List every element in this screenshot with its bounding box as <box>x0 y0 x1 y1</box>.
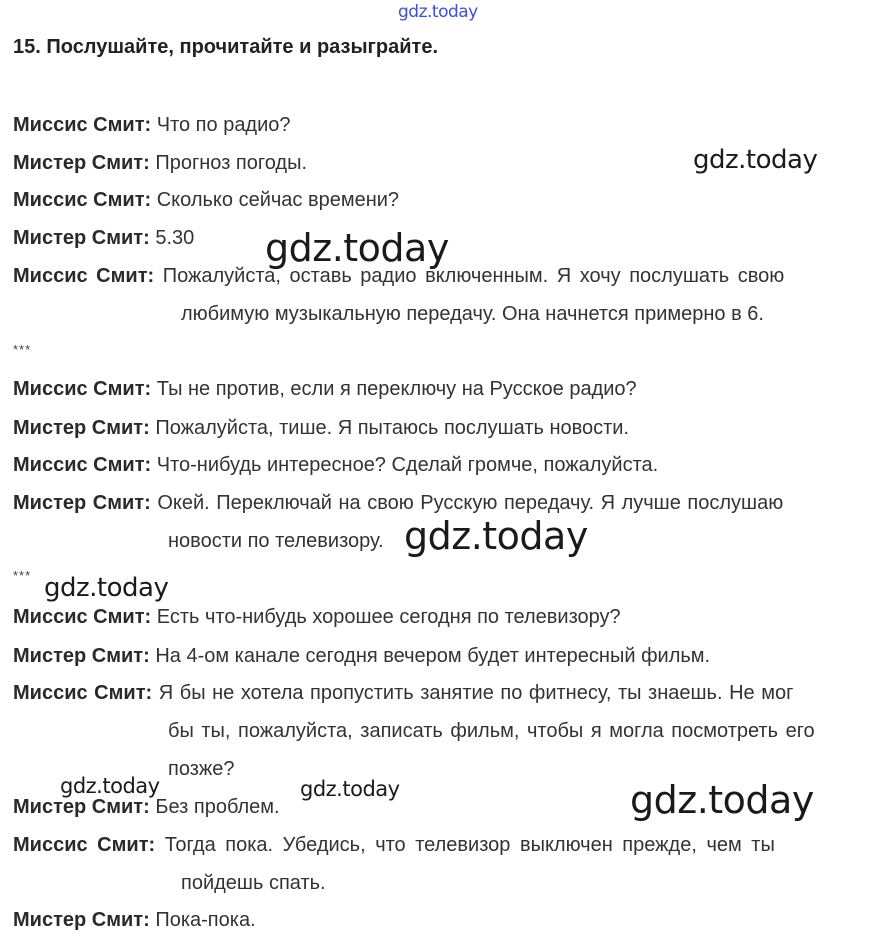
speaker: Мистер Смит: <box>13 796 150 818</box>
watermark: gdz.today <box>60 774 160 798</box>
watermark: gdz.today <box>693 145 818 175</box>
speaker: Мистер Смит: <box>13 492 151 514</box>
replica: Я бы не хотела пропустить занятие по фитнесу, ты знаешь. Не мог <box>158 682 794 704</box>
speaker: Миссис Смит: <box>13 606 152 628</box>
replica: Что-нибудь интересное? Сделай громче, пожалуйста. <box>156 454 659 476</box>
dialogue-line <box>13 795 280 819</box>
separator: *** <box>13 568 32 583</box>
replica: Окей. Переключай на свою Русскую передачу. Я лучше послушаю <box>157 492 784 514</box>
replica: Тогда пока. Убедись, что телевизор выключен прежде, чем ты <box>164 834 775 856</box>
speaker: Миссис Смит: <box>13 834 156 856</box>
separator: *** <box>13 342 32 357</box>
replica-continuation: любимую музыкальную передачу. Она начнется примерно в 6. <box>181 303 764 325</box>
dialogue-line <box>13 833 775 857</box>
watermark: gdz.today <box>630 778 814 822</box>
dialogue-line <box>13 188 399 212</box>
watermark: gdz.today <box>300 777 400 801</box>
replica: Пожалуйста, оставь радио включенным. Я хочу послушать свою <box>162 265 785 287</box>
replica: Пока-пока. <box>155 909 256 931</box>
speaker: Миссис Смит: <box>13 454 152 476</box>
speaker: Миссис Смит: <box>13 682 153 704</box>
speaker: Мистер Смит: <box>13 227 150 249</box>
speaker: Миссис Смит: <box>13 189 152 211</box>
dialogue-line <box>13 113 291 137</box>
watermark-top: gdz.today <box>398 2 478 22</box>
dialogue-line <box>13 416 629 440</box>
dialogue-line <box>13 226 194 250</box>
speaker: Мистер Смит: <box>13 152 150 174</box>
replica-continuation: новости по телевизору. <box>168 530 384 552</box>
dialogue-line <box>13 908 256 932</box>
replica: Прогноз погоды. <box>155 152 308 174</box>
replica: Сколько сейчас времени? <box>156 189 400 211</box>
speaker: Мистер Смит: <box>13 417 150 439</box>
watermark: gdz.today <box>404 514 588 558</box>
dialogue-line <box>13 491 783 515</box>
replica: Есть что-нибудь хорошее сегодня по телевизору? <box>156 606 621 628</box>
replica: Без проблем. <box>155 796 280 818</box>
watermark: gdz.today <box>265 226 449 270</box>
replica: 5.30 <box>155 227 195 249</box>
speaker: Миссис Смит: <box>13 114 152 136</box>
speaker: Миссис Смит: <box>13 265 155 287</box>
dialogue-line <box>13 453 658 477</box>
replica: На 4-ом канале сегодня вечером будет интересный фильм. <box>155 645 711 667</box>
dialogue-line <box>13 681 793 705</box>
dialogue-line <box>13 151 307 175</box>
speaker: Мистер Смит: <box>13 909 150 931</box>
replica-continuation: пойдешь спать. <box>181 872 326 894</box>
dialogue-line <box>13 605 621 629</box>
watermark: gdz.today <box>44 573 169 603</box>
exercise-title: 15. Послушайте, прочитайте и разыграйте. <box>13 36 438 58</box>
replica: Ты не против, если я переключу на Русское радио? <box>156 378 637 400</box>
replica: Что по радио? <box>156 114 291 136</box>
speaker: Мистер Смит: <box>13 645 150 667</box>
dialogue-line <box>13 377 637 401</box>
replica-continuation: позже? <box>168 758 235 780</box>
dialogue-line <box>13 644 710 668</box>
speaker: Миссис Смит: <box>13 378 152 400</box>
replica: Пожалуйста, тише. Я пытаюсь послушать новости. <box>155 417 630 439</box>
replica-continuation: бы ты, пожалуйста, записать фильм, чтобы я могла посмотреть его <box>168 720 815 742</box>
